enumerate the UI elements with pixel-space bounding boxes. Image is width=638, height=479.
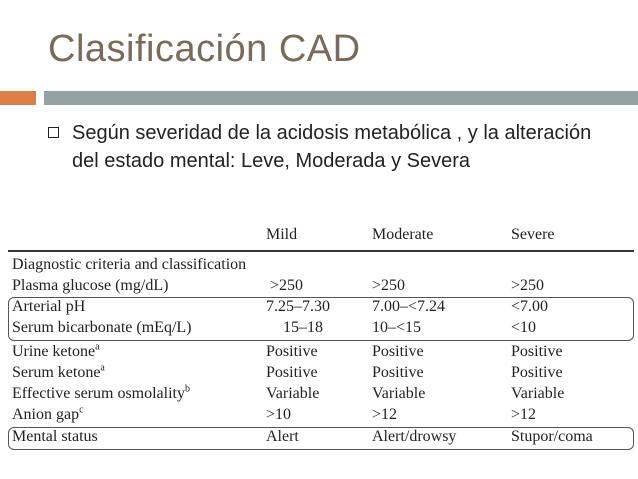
cell-mild: >10 [266,406,292,423]
cell-moderate: Positive [372,343,424,360]
cell-moderate: >12 [372,406,398,423]
cell-mild: >250 [270,277,304,294]
row-label: Effective serum osmolality$^b$ [12,383,190,402]
header-rule [8,250,634,252]
footnote-marker: b [185,383,190,395]
accent-bar-gray [44,91,638,105]
row-label: Serum ketone$^a$ [12,362,105,381]
cell-severe: Positive [511,343,563,360]
table-row [8,406,634,427]
cell-severe: <7.00 [511,298,549,315]
acidosis-highlight-box [8,297,634,341]
row-label: Diagnostic criteria and classification [12,256,247,273]
cell-mild: 15–18 [283,319,323,336]
cell-mild: Positive [266,343,318,360]
cell-severe: Stupor/coma [511,428,593,445]
cell-mild: 7.25–7.30 [266,298,330,315]
row-label: Plasma glucose (mg/dL) [12,277,169,294]
bullet-text: Según severidad de la acidosis metabólica , y la alteración del estado mental: Leve, Moderada y Severa [72,122,592,172]
table-row [8,364,634,385]
row-label: Anion gap$^c$ [12,404,84,423]
table-row [8,343,634,364]
cell-severe: Variable [511,385,565,402]
cell-severe: >12 [511,406,537,423]
dka-classification-table [8,222,634,454]
slide-title: Clasificación CAD [48,28,361,70]
row-label: Serum bicarbonate (mEq/L) [12,319,192,336]
cell-moderate: Alert/drowsy [372,428,457,445]
row-label: Urine ketone$^a$ [12,341,100,360]
cell-moderate: Positive [372,364,424,381]
table-row [8,256,634,277]
header-severe: Severe [511,226,555,243]
cell-mild: Variable [266,385,320,402]
footnote-marker: a [100,362,105,374]
header-moderate: Moderate [372,226,434,243]
mental-status-highlight-box [8,427,634,450]
cell-mild: Positive [266,364,318,381]
cell-severe: Positive [511,364,563,381]
cell-moderate: 7.00–<7.24 [372,298,446,315]
row-label: Arterial pH [12,298,86,315]
footnote-marker: c [79,404,84,416]
table-row [8,277,634,298]
cell-moderate: Variable [372,385,426,402]
accent-bar-orange [0,91,36,105]
cell-moderate: >250 [372,277,406,294]
cell-mild: Alert [266,428,299,445]
row-label: Mental status [12,428,98,445]
cell-severe: <10 [511,319,537,336]
header-mild: Mild [266,226,298,243]
table-row [8,385,634,406]
cell-severe: >250 [511,277,545,294]
cell-moderate: 10–<15 [372,319,422,336]
bullet-square-icon [48,127,59,138]
footnote-marker: a [95,341,100,353]
